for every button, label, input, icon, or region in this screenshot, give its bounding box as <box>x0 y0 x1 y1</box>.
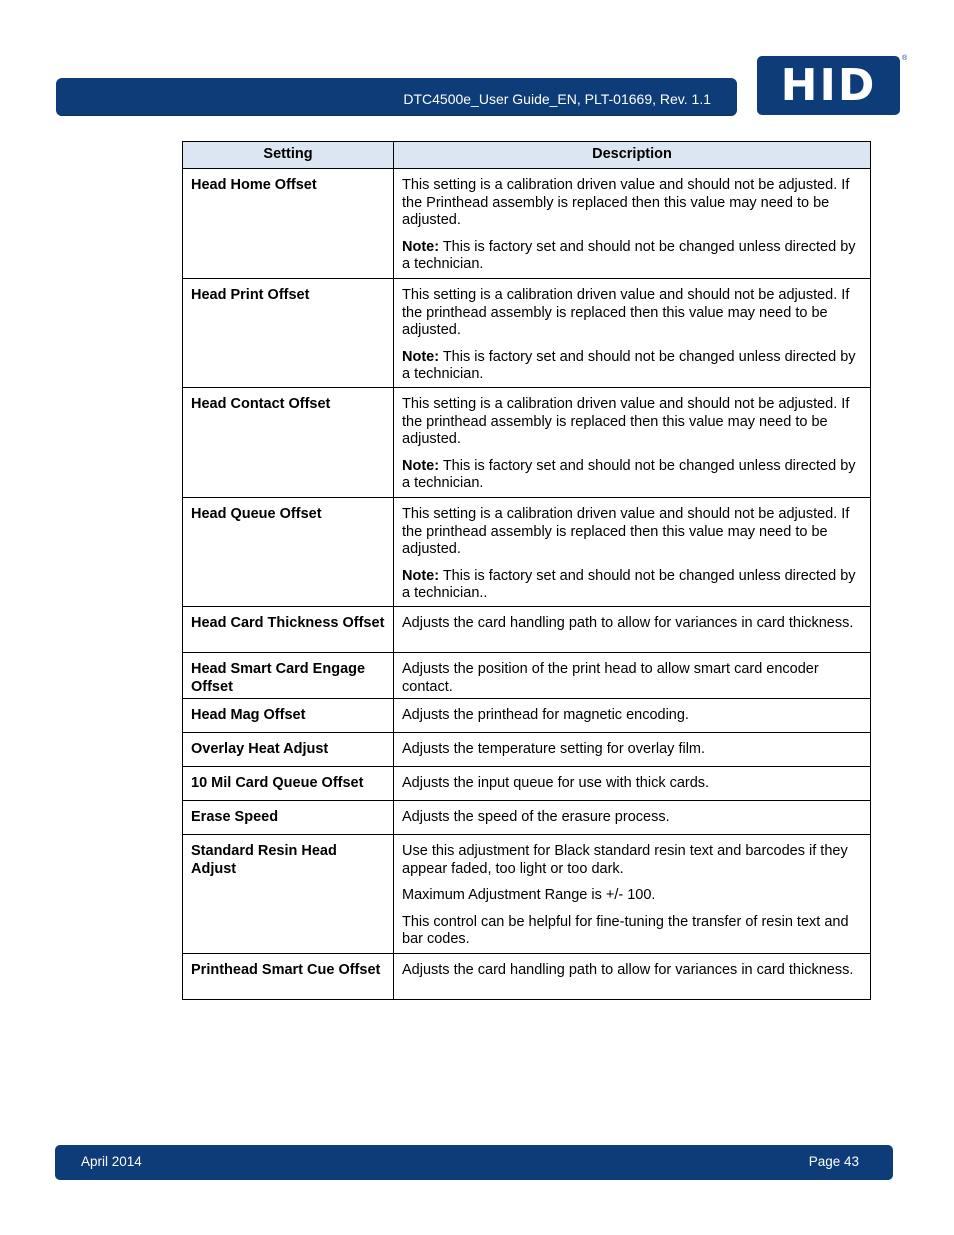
note-paragraph <box>402 239 862 274</box>
description-paragraph: Adjusts the printhead for magnetic encoding. <box>402 707 689 723</box>
note-paragraph <box>402 568 862 603</box>
table-row <box>183 388 871 498</box>
hid-logo <box>757 56 900 115</box>
note-text: This is factory set and should not be changed unless directed by a technician. <box>402 348 856 382</box>
description-paragraph: This setting is a calibration driven value and should not be adjusted. If the printhead assembly is replaced then this value may need to be adjusted. <box>402 506 850 557</box>
note-label: Note: <box>402 457 440 474</box>
note-label: Note: <box>402 238 440 255</box>
table-row <box>183 801 871 835</box>
table-row <box>183 835 871 954</box>
table-header-row <box>183 142 871 169</box>
table-row <box>183 653 871 699</box>
note-text: This is factory set and should not be changed unless directed by a technician. <box>402 457 856 491</box>
description-paragraph: This control can be helpful for fine-tuning the transfer of resin text and bar codes. <box>402 913 849 947</box>
setting-description <box>394 801 871 835</box>
setting-name: Head Card Thickness Offset <box>183 607 394 653</box>
note-label: Note: <box>402 567 440 584</box>
setting-description <box>394 169 871 279</box>
setting-name: Printhead Smart Cue Offset <box>183 954 394 1000</box>
note-label: Note: <box>402 348 440 365</box>
settings-table <box>182 141 871 1000</box>
note-paragraph <box>402 349 862 384</box>
description-paragraph: This setting is a calibration driven value and should not be adjusted. If the printhead assembly is replaced then this value may need to be adjusted. <box>402 287 850 338</box>
setting-description <box>394 954 871 1000</box>
setting-name: Head Smart Card Engage Offset <box>183 653 394 699</box>
setting-name: Erase Speed <box>183 801 394 835</box>
description-paragraph: This setting is a calibration driven value and should not be adjusted. If the printhead assembly is replaced then this value may need to be adjusted. <box>402 396 850 447</box>
description-paragraph: Adjusts the speed of the erasure process. <box>402 809 670 825</box>
description-paragraph: Adjusts the card handling path to allow for variances in card thickness. <box>402 962 854 978</box>
setting-name: 10 Mil Card Queue Offset <box>183 767 394 801</box>
document-header-bar <box>56 78 737 115</box>
description-paragraph: Adjusts the temperature setting for overlay film. <box>402 741 706 757</box>
setting-name: Head Print Offset <box>183 279 394 388</box>
setting-description <box>394 767 871 801</box>
setting-description <box>394 835 871 954</box>
setting-description <box>394 279 871 388</box>
table-row <box>183 733 871 767</box>
column-header-description: Description <box>394 142 871 169</box>
setting-name: Head Mag Offset <box>183 699 394 733</box>
setting-description <box>394 653 871 699</box>
document-title: DTC4500e_User Guide_EN, PLT-01669, Rev. 1.1 <box>403 91 711 107</box>
setting-description <box>394 699 871 733</box>
note-text: This is factory set and should not be changed unless directed by a technician. <box>402 238 856 272</box>
note-paragraph <box>402 458 862 493</box>
setting-name: Overlay Heat Adjust <box>183 733 394 767</box>
description-paragraph: Use this adjustment for Black standard resin text and barcodes if they appear faded, too light or too dark. <box>402 843 848 877</box>
setting-name: Head Queue Offset <box>183 498 394 607</box>
setting-name: Standard Resin Head Adjust <box>183 835 394 954</box>
table-row <box>183 767 871 801</box>
table-row <box>183 169 871 279</box>
setting-description <box>394 388 871 498</box>
footer-page-number: Page 43 <box>808 1154 859 1169</box>
setting-description <box>394 733 871 767</box>
description-paragraph: Maximum Adjustment Range is +/- 100. <box>402 887 656 903</box>
description-paragraph: This setting is a calibration driven value and should not be adjusted. If the Printhead assembly is replaced then this value may need to be adjusted. <box>402 177 850 228</box>
table-row <box>183 279 871 388</box>
description-paragraph: Adjusts the input queue for use with thick cards. <box>402 775 710 791</box>
setting-name: Head Contact Offset <box>183 388 394 498</box>
table-row <box>183 954 871 1000</box>
table-body <box>183 169 871 1000</box>
setting-description <box>394 607 871 653</box>
footer-date: April 2014 <box>81 1154 142 1169</box>
note-text: This is factory set and should not be changed unless directed by a technician.. <box>402 567 856 601</box>
table-row <box>183 699 871 733</box>
table-row <box>183 607 871 653</box>
registered-mark: ® <box>902 55 908 62</box>
description-paragraph: Adjusts the card handling path to allow for variances in card thickness. <box>402 615 854 631</box>
setting-description <box>394 498 871 607</box>
setting-name: Head Home Offset <box>183 169 394 279</box>
description-paragraph: Adjusts the position of the print head to allow smart card encoder contact. <box>402 661 819 695</box>
column-header-setting: Setting <box>183 142 394 169</box>
page-footer-bar <box>55 1145 893 1180</box>
table-row <box>183 498 871 607</box>
logo-wordmark: HID <box>780 60 877 111</box>
